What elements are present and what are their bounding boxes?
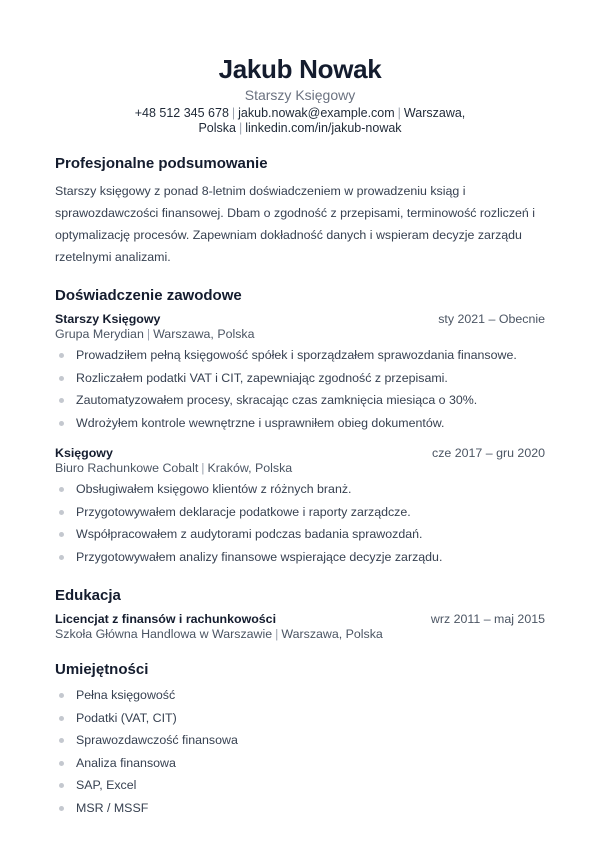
contact-location: Warszawa, Polska xyxy=(198,106,466,135)
summary-text: Starszy księgowy z ponad 8-letnim doświadczeniem w prowadzeniu ksiąg i sprawozdawczości finansowej. Dbam o zgodność z przepisami, terminowość rozliczeń i optymalizację procesów. Zapewniam dokładność danych i wspieram decyzje zarządu rzetelnymi analizami. xyxy=(55,184,535,264)
list-item: Obsługiwałem księgowo klientów z różnych branż. xyxy=(55,478,545,501)
company-separator: | xyxy=(201,461,205,475)
list-item: Analiza finansowa xyxy=(55,752,545,775)
job-company: Biuro Rachunkowe Cobalt xyxy=(55,461,199,475)
list-item: Pełna księgowość xyxy=(55,684,545,707)
list-item: SAP, Excel xyxy=(55,774,545,797)
job-bullets xyxy=(55,478,545,568)
education-school: Szkoła Główna Handlowa w Warszawie xyxy=(55,627,273,641)
list-item: Przygotowywałem analizy finansowe wspierające decyzje zarządu. xyxy=(55,546,545,569)
job-header xyxy=(55,312,545,327)
contact-separator: | xyxy=(397,106,401,120)
education-entry xyxy=(55,612,545,642)
job-entry xyxy=(55,312,545,434)
list-item: MSR / MSSF xyxy=(55,797,545,820)
summary-heading: Profesjonalne podsumowanie xyxy=(55,155,268,172)
candidate-role: Starszy Księgowy xyxy=(244,87,356,103)
education-location: Warszawa, Polska xyxy=(281,627,383,641)
education-dates: wrz 2011 – maj 2015 xyxy=(430,612,545,626)
education-school-line xyxy=(55,627,545,642)
experience-heading: Doświadczenie zawodowe xyxy=(55,287,242,304)
list-item: Rozliczałem podatki VAT i CIT, zapewniając zgodność z przepisami. xyxy=(55,367,545,390)
job-header xyxy=(55,446,545,461)
list-item: Sprawozdawczość finansowa xyxy=(55,729,545,752)
experience-section xyxy=(55,286,545,568)
list-item: Prowadziłem pełną księgowość spółek i sporządzałem sprawozdania finansowe. xyxy=(55,344,545,367)
job-dates: cze 2017 – gru 2020 xyxy=(432,446,545,460)
job-company-line xyxy=(55,461,545,476)
contact-email[interactable]: jakub.nowak@example.com xyxy=(238,106,395,120)
job-company: Grupa Merydian xyxy=(55,327,144,341)
list-item: Przygotowywałem deklaracje podatkowe i raporty zarządcze. xyxy=(55,501,545,524)
contact-phone: +48 512 345 678 xyxy=(134,106,229,120)
contact-separator: | xyxy=(238,121,243,135)
contact-separator: | xyxy=(231,106,236,120)
education-section xyxy=(55,586,545,642)
company-separator: | xyxy=(146,327,151,341)
education-heading: Edukacja xyxy=(55,587,121,604)
list-item: Wdrożyłem kontrole wewnętrzne i usprawniłem obieg dokumentów. xyxy=(55,412,545,435)
job-location: Kraków, Polska xyxy=(207,461,293,475)
job-location: Warszawa, Polska xyxy=(153,327,255,341)
job-title: Starszy Księgowy xyxy=(55,312,161,326)
contact-line xyxy=(60,106,540,136)
job-title: Księgowy xyxy=(55,446,113,460)
contact-linkedin[interactable]: linkedin.com/in/jakub-nowak xyxy=(245,121,402,135)
candidate-name: Jakub Nowak xyxy=(218,54,382,84)
job-dates: sty 2021 – Obecnie xyxy=(438,312,545,326)
job-bullets xyxy=(55,344,545,434)
summary-section xyxy=(55,154,545,268)
school-separator: | xyxy=(275,627,279,641)
job-company-line xyxy=(55,327,545,342)
skills-heading: Umiejętności xyxy=(55,661,149,678)
list-item: Współpracowałem z audytorami podczas badania sprawozdań. xyxy=(55,523,545,546)
skills-list xyxy=(55,684,545,819)
resume-header xyxy=(55,0,545,136)
education-degree: Licencjat z finansów i rachunkowości xyxy=(55,612,277,626)
education-header xyxy=(55,612,545,627)
list-item: Podatki (VAT, CIT) xyxy=(55,707,545,730)
skills-section xyxy=(55,660,545,819)
list-item: Zautomatyzowałem procesy, skracając czas zamknięcia miesiąca o 30%. xyxy=(55,389,545,412)
job-entry xyxy=(55,446,545,568)
